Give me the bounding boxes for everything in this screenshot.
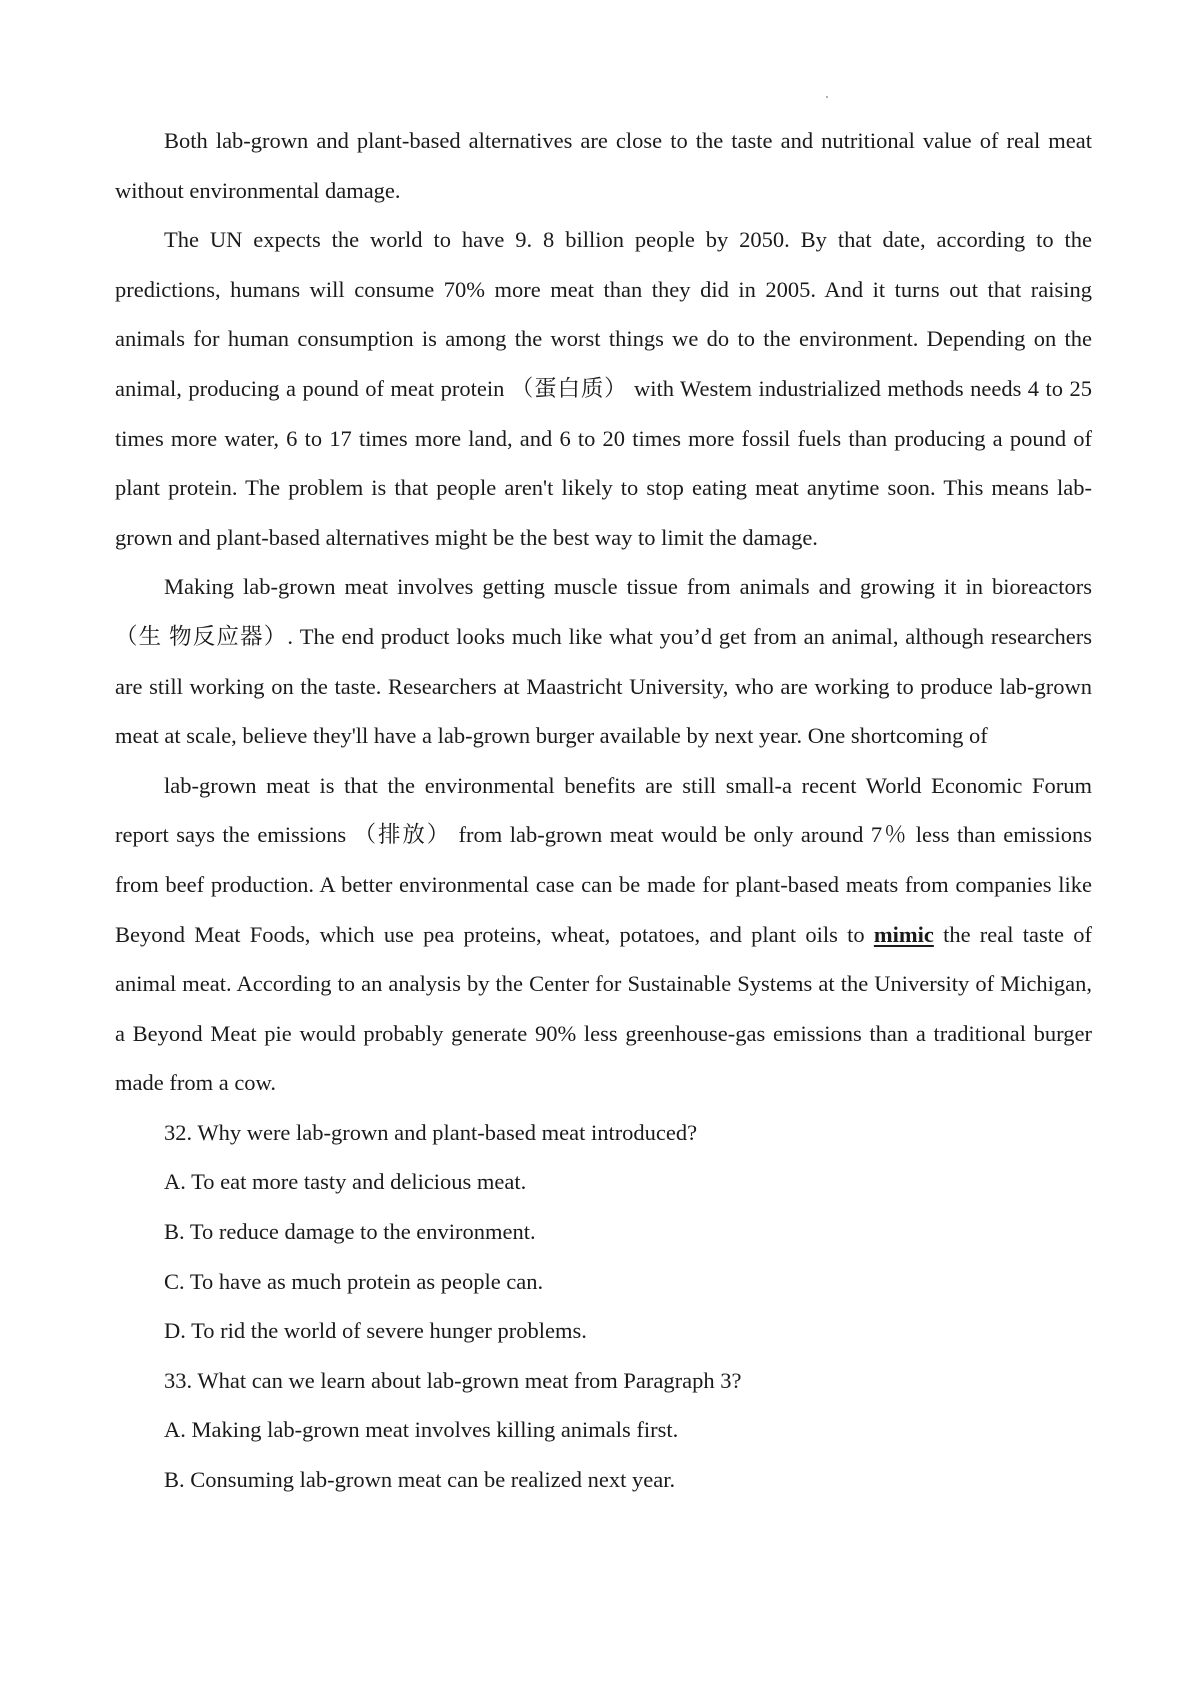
question-32-option-d: D. To rid the world of severe hunger problems. (164, 1318, 587, 1344)
question-32-option-c: C. To have as much protein as people can. (164, 1268, 544, 1294)
paragraph-1: Both lab-grown and plant-based alternatives are close to the taste and nutritional value of real meat without environmental damage. (115, 128, 1092, 203)
question-33-stem: 33. What can we learn about lab-grown meat from Paragraph 3? (164, 1367, 742, 1393)
scan-speck (826, 96, 828, 98)
paragraph-4 (115, 761, 1092, 1108)
paragraph-4-text-after: the real taste of animal meat. According to an analysis by the Center for Sustainable Systems at the University of Michigan, a Beyond Meat pie would probably generate 90% less greenhouse-gas emissions than a traditional burger made from a cow. (115, 921, 1092, 1096)
question-32-stem: 32. Why were lab-grown and plant-based meat introduced? (164, 1119, 698, 1145)
question-32-option-b: B. To reduce damage to the environment. (164, 1219, 536, 1245)
paragraph-4-text-before: lab-grown meat is that the environmental benefits are still small-a recent World Economic Forum report says the emissions （排放） from lab-grown meat would be only around 7％ less than emissions from beef production. A better environmental case can be made for plant-based meats from companies like Beyond Meat Foods, which use pea proteins, wheat, potatoes, and plant oils to (115, 772, 1092, 947)
document-page (115, 116, 1092, 1505)
question-33-option-b: B. Consuming lab-grown meat can be realized next year. (164, 1467, 676, 1493)
vocab-keyword-mimic: mimic (873, 921, 934, 947)
paragraph-2: The UN expects the world to have 9. 8 billion people by 2050. By that date, according to the predictions, humans will consume 70% more meat than they did in 2005. And it turns out that raising animals for human consumption is among the worst things we do to the environment. Depending on the animal, producing a pound of meat protein （蛋白质） with Westem industrialized methods needs 4 to 25 times more water, 6 to 17 times more land, and 6 to 20 times more fossil fuels than producing a pound of plant protein. The problem is that people aren't likely to stop eating meat anytime soon. This means lab-grown and plant-based alternatives might be the best way to limit the damage. (115, 227, 1092, 550)
question-32-option-a: A. To eat more tasty and delicious meat. (164, 1169, 527, 1195)
paragraph-3: Making lab-grown meat involves getting muscle tissue from animals and growing it in bioreactors （生 物反应器）. The end product looks much like what you’d get from an animal, although researchers are still working on the taste. Researchers at Maastricht University, who are working to produce lab-grown meat at scale, believe they'll have a lab-grown burger available by next year. One shortcoming of (115, 574, 1092, 749)
question-33-option-a: A. Making lab-grown meat involves killing animals first. (164, 1417, 679, 1443)
